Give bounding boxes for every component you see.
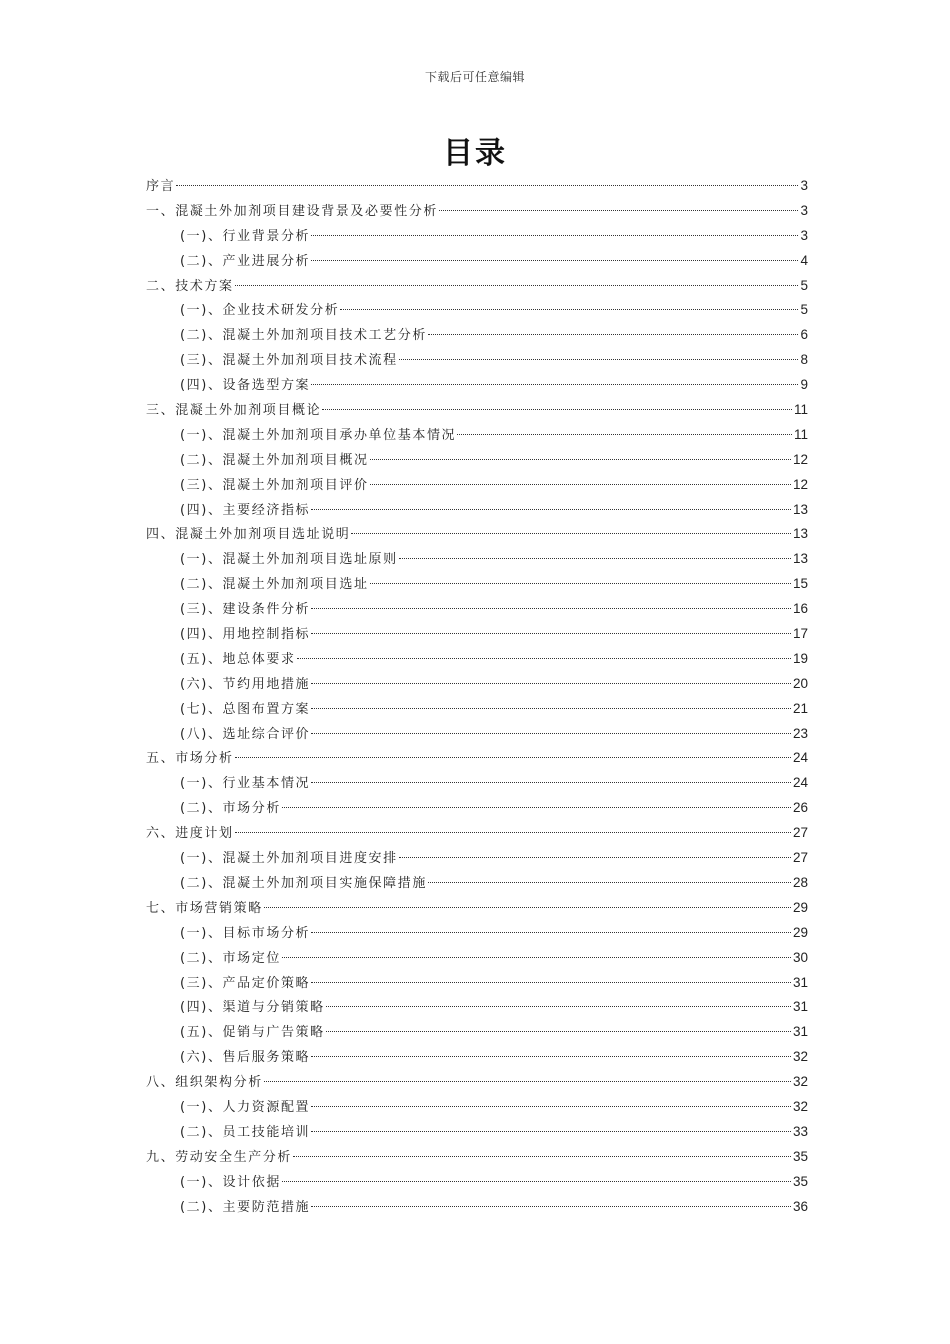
toc-page-number: 32 [792, 1049, 808, 1065]
toc-subsection-link[interactable] [146, 971, 808, 996]
toc-subsection-link[interactable] [146, 224, 808, 249]
toc-page-number: 13 [792, 551, 808, 567]
dot-leader [282, 1181, 791, 1182]
toc-subsection-link[interactable] [146, 921, 808, 946]
dot-leader [311, 782, 791, 783]
dot-leader [264, 1081, 791, 1082]
toc-subsection-link[interactable] [146, 547, 808, 572]
toc-page-number: 31 [792, 1024, 808, 1040]
toc-entry-label: (二)、主要防范措施 [180, 1199, 311, 1215]
dot-leader [322, 409, 792, 410]
toc-entry-label: (一)、企业技术研发分析 [180, 303, 340, 319]
toc-section-link[interactable] [146, 199, 808, 224]
toc-page-number: 3 [800, 202, 808, 218]
table-of-contents [146, 174, 808, 1219]
toc-section-link[interactable] [146, 174, 808, 199]
header-note: 下载后可任意编辑 [424, 70, 525, 84]
dot-leader [282, 957, 791, 958]
toc-entry-label: 三、混凝土外加剂项目概论 [146, 403, 322, 419]
toc-page-number: 24 [792, 775, 808, 791]
toc-subsection-link[interactable] [146, 348, 808, 373]
dot-leader [326, 1006, 791, 1007]
toc-subsection-link[interactable] [146, 249, 808, 274]
dot-leader [370, 459, 791, 460]
dot-leader [439, 210, 798, 211]
toc-entry-label: (三)、混凝土外加剂项目评价 [180, 477, 369, 493]
toc-subsection-link[interactable] [146, 1195, 808, 1220]
toc-entry-label: (一)、人力资源配置 [180, 1099, 311, 1115]
toc-page-number: 35 [792, 1148, 808, 1164]
toc-section-link[interactable] [146, 1145, 808, 1170]
toc-page-number: 23 [792, 725, 808, 741]
toc-entry-label: (三)、建设条件分析 [180, 602, 311, 618]
toc-page-number: 27 [792, 850, 808, 866]
dot-leader [428, 882, 791, 883]
toc-subsection-link[interactable] [146, 1045, 808, 1070]
toc-page-number: 13 [792, 501, 808, 517]
toc-entry-label: (八)、选址综合评价 [180, 726, 311, 742]
dot-leader [399, 359, 799, 360]
dot-leader [399, 857, 791, 858]
toc-entry-label: (五)、地总体要求 [180, 651, 296, 667]
toc-subsection-link[interactable] [146, 697, 808, 722]
dot-leader [235, 832, 791, 833]
dot-leader [340, 309, 798, 310]
toc-entry-label: (一)、设计依据 [180, 1174, 281, 1190]
toc-section-link[interactable] [146, 398, 808, 423]
toc-entry-label: (五)、促销与广告策略 [180, 1025, 325, 1041]
toc-entry-label: (二)、员工技能培训 [180, 1124, 311, 1140]
dot-leader [311, 1106, 791, 1107]
toc-entry-label: (二)、市场分析 [180, 801, 281, 817]
dot-leader [311, 509, 791, 510]
toc-page-number: 28 [792, 874, 808, 890]
toc-entry-label: (一)、混凝土外加剂项目承办单位基本情况 [180, 427, 457, 443]
toc-page-number: 33 [792, 1123, 808, 1139]
dot-leader [311, 683, 791, 684]
toc-page-number: 6 [800, 327, 808, 343]
dot-leader [282, 807, 791, 808]
dot-leader [311, 608, 791, 609]
toc-entry-label: (六)、售后服务策略 [180, 1050, 311, 1066]
toc-section-link[interactable] [146, 821, 808, 846]
toc-entry-label: 二、技术方案 [146, 278, 234, 294]
toc-subsection-link[interactable] [146, 572, 808, 597]
dot-leader [326, 1031, 791, 1032]
toc-page-number: 3 [800, 178, 808, 193]
toc-page-number: 27 [792, 825, 808, 841]
toc-page-number: 11 [793, 402, 808, 418]
toc-page-number: 20 [792, 675, 808, 691]
toc-entry-label: (一)、行业背景分析 [180, 228, 311, 244]
toc-entry-label: (四)、设备选型方案 [180, 378, 311, 394]
toc-subsection-link[interactable] [146, 796, 808, 821]
toc-page-number: 17 [792, 626, 808, 642]
toc-page-number: 4 [800, 252, 808, 268]
toc-entry-label: (二)、混凝土外加剂项目概况 [180, 452, 369, 468]
toc-subsection-link[interactable] [146, 871, 808, 896]
toc-entry-label: (一)、混凝土外加剂项目进度安排 [180, 851, 398, 867]
toc-subsection-link[interactable] [146, 298, 808, 323]
toc-page-number: 26 [792, 800, 808, 816]
dot-leader [311, 982, 791, 983]
toc-page-number: 5 [800, 302, 808, 318]
dot-leader [311, 932, 791, 933]
dot-leader [235, 285, 799, 286]
toc-subsection-link[interactable] [146, 1170, 808, 1195]
toc-title: 目录 [443, 136, 507, 171]
toc-section-link[interactable] [146, 896, 808, 921]
toc-entry-label: 序言 [146, 179, 176, 194]
toc-entry-label: (四)、渠道与分销策略 [180, 1000, 325, 1016]
toc-entry-label: (二)、混凝土外加剂项目选址 [180, 577, 369, 593]
toc-page-number: 29 [792, 924, 808, 940]
toc-entry-label: (六)、节约用地措施 [180, 676, 311, 692]
dot-leader [370, 583, 791, 584]
toc-entry-label: (三)、产品定价策略 [180, 975, 311, 991]
toc-entry-label: 七、市场营销策略 [146, 900, 263, 916]
toc-subsection-link[interactable] [146, 846, 808, 871]
toc-subsection-link[interactable] [146, 597, 808, 622]
toc-page-number: 31 [792, 974, 808, 990]
toc-page-number: 12 [792, 451, 808, 467]
toc-entry-label: (三)、混凝土外加剂项目技术流程 [180, 353, 398, 369]
dot-leader [311, 1206, 791, 1207]
dot-leader [297, 658, 791, 659]
toc-entry-label: 四、混凝土外加剂项目选址说明 [146, 527, 351, 543]
dot-leader [311, 708, 791, 709]
dot-leader [311, 1131, 791, 1132]
dot-leader [311, 384, 798, 385]
toc-section-link[interactable] [146, 522, 808, 547]
toc-page-number: 13 [792, 526, 808, 542]
toc-page-number: 3 [800, 227, 808, 243]
toc-page-number: 32 [792, 1098, 808, 1114]
toc-subsection-link[interactable] [146, 448, 808, 473]
toc-page-number: 12 [792, 476, 808, 492]
toc-entry-label: (七)、总图布置方案 [180, 701, 311, 717]
toc-subsection-link[interactable] [146, 622, 808, 647]
dot-leader [235, 757, 791, 758]
toc-section-link[interactable] [146, 1070, 808, 1095]
toc-page-number: 16 [792, 601, 808, 617]
toc-entry-label: (二)、产业进展分析 [180, 253, 311, 269]
toc-entry-label: 五、市场分析 [146, 751, 234, 767]
toc-entry-label: (一)、目标市场分析 [180, 925, 311, 941]
toc-subsection-link[interactable] [146, 373, 808, 398]
dot-leader [311, 633, 791, 634]
toc-entry-label: (二)、混凝土外加剂项目实施保障措施 [180, 875, 427, 891]
toc-subsection-link[interactable] [146, 498, 808, 523]
toc-page-number: 31 [792, 999, 808, 1015]
dot-leader [311, 260, 798, 261]
toc-entry-label: 九、劳动安全生产分析 [146, 1149, 293, 1165]
toc-page-number: 19 [792, 650, 808, 666]
dot-leader [399, 558, 791, 559]
toc-page-number: 24 [792, 750, 808, 766]
toc-page-number: 36 [792, 1198, 808, 1214]
dot-leader [457, 434, 792, 435]
toc-entry-label: (二)、混凝土外加剂项目技术工艺分析 [180, 328, 427, 344]
toc-subsection-link[interactable] [146, 1095, 808, 1120]
toc-page-number: 21 [792, 700, 808, 716]
toc-entry-label: (四)、用地控制指标 [180, 627, 311, 643]
toc-entry-label: (四)、主要经济指标 [180, 502, 311, 518]
toc-entry-label: 一、混凝土外加剂项目建设背景及必要性分析 [146, 203, 439, 219]
toc-subsection-link[interactable] [146, 1120, 808, 1145]
toc-page-number: 11 [793, 426, 808, 442]
dot-leader [311, 733, 791, 734]
toc-page-number: 5 [800, 277, 808, 293]
toc-page-number: 8 [800, 352, 808, 368]
toc-subsection-link[interactable] [146, 946, 808, 971]
dot-leader [428, 334, 799, 335]
dot-leader [351, 533, 791, 534]
toc-entry-label: (一)、行业基本情况 [180, 776, 311, 792]
toc-page-number: 30 [792, 949, 808, 965]
toc-subsection-link[interactable] [146, 473, 808, 498]
toc-entry-label: (二)、市场定位 [180, 950, 281, 966]
dot-leader [311, 1056, 791, 1057]
toc-entry-label: (一)、混凝土外加剂项目选址原则 [180, 552, 398, 568]
toc-page-number: 35 [792, 1173, 808, 1189]
toc-subsection-link[interactable] [146, 647, 808, 672]
toc-page-number: 32 [792, 1074, 808, 1090]
toc-subsection-link[interactable] [146, 771, 808, 796]
toc-entry-label: 六、进度计划 [146, 826, 234, 842]
dot-leader [370, 484, 791, 485]
dot-leader [311, 235, 798, 236]
toc-page-number: 15 [792, 576, 808, 592]
dot-leader [293, 1156, 791, 1157]
toc-page-number: 29 [792, 899, 808, 915]
toc-section-link[interactable] [146, 746, 808, 771]
toc-page-number: 9 [800, 377, 808, 393]
toc-subsection-link[interactable] [146, 323, 808, 348]
toc-subsection-link[interactable] [146, 995, 808, 1020]
toc-entry-label: 八、组织架构分析 [146, 1075, 263, 1091]
toc-subsection-link[interactable] [146, 423, 808, 448]
toc-subsection-link[interactable] [146, 722, 808, 747]
dot-leader [176, 185, 798, 186]
toc-subsection-link[interactable] [146, 672, 808, 697]
dot-leader [264, 907, 791, 908]
toc-subsection-link[interactable] [146, 1020, 808, 1045]
toc-section-link[interactable] [146, 274, 808, 299]
